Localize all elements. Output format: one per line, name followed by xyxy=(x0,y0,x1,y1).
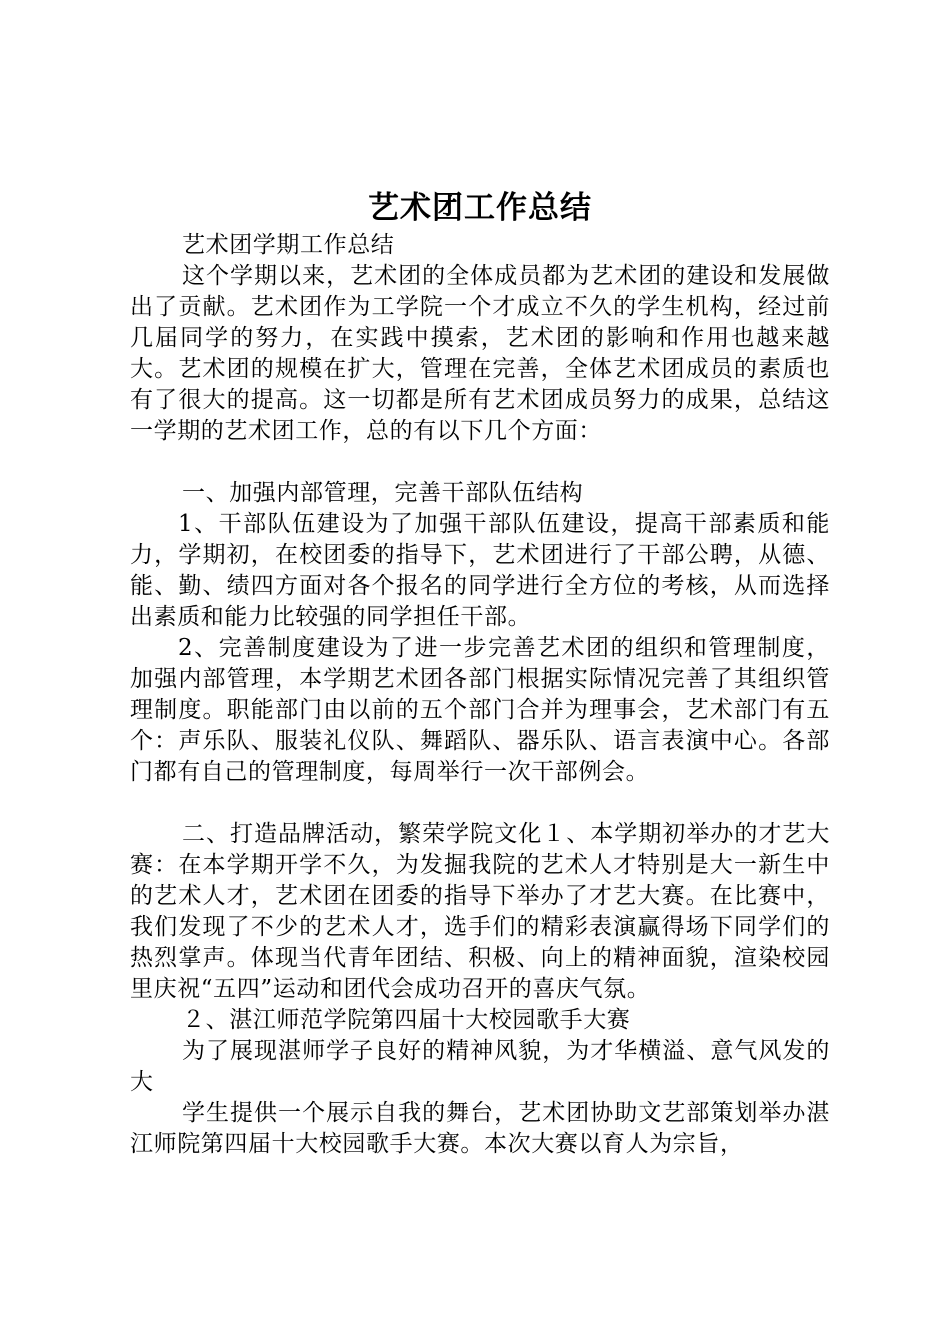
paragraph-gap xyxy=(130,447,830,478)
subsection-heading-singer: ２、湛江师范学院第四届十大校园歌手大赛 xyxy=(182,1007,631,1033)
document-title: 艺术团工作总结 xyxy=(368,190,592,226)
intro-paragraph: 这个学期以来，艺术团的全体成员都为艺术团的建设和发展做出了贡献。艺术团作为工学院一个才成立不久的学生机构，经过前几届同学的努力，在实践中摸索，艺术团的影响和作用也越来越大。艺术团的规模在扩大，管理在完善，全体艺术团成员的素质也有了很大的提高。这一切都是所有艺术团成员努力的成果，总结这一学期的艺术团工作，总的有以下几个方面： xyxy=(130,263,830,444)
body-paragraph-singer-2: 学生提供一个展示自我的舞台，艺术团协助文艺部策划举办湛江师院第四届十大校园歌手大赛。本次大赛以育人为宗旨， xyxy=(130,1100,830,1157)
body-paragraph-cadre: 1、干部队伍建设为了加强干部队伍建设，提高干部素质和能力，学期初，在校团委的指导下，艺术团进行了干部公聘，从德、能、勤、绩四方面对各个报名的同学进行全方位的考核，从而选择出素质和能力比较强的同学担任干部。 xyxy=(130,511,830,630)
section-heading-2-paragraph: 二、打造品牌活动，繁荣学院文化１、本学期初举办的才艺大赛：在本学期开学不久，为发掘我院的艺术人才特别是大一新生中的艺术人才，艺术团在团委的指导下举办了才艺大赛。在比赛中，我们发现了不少的艺术人才，选手们的精彩表演赢得场下同学们的热烈掌声。体现当代青年团结、积极、向上的精神面貌，渲染校园里庆祝“五四”运动和团代会成功召开的喜庆气氛。 xyxy=(130,821,830,1002)
paragraph-gap xyxy=(130,788,830,819)
body-paragraph-system: 2、完善制度建设为了进一步完善艺术团的组织和管理制度，加强内部管理，本学期艺术团各部门根据实际情况完善了其组织管理制度。职能部门由以前的五个部门合并为理事会，艺术部门有五个：声乐队、服装礼仪队、舞蹈队、器乐队、语言表演中心。各部门都有自己的管理制度，每周举行一次干部例会。 xyxy=(130,635,830,785)
document-page xyxy=(130,186,830,1160)
subtitle-paragraph: 艺术团学期工作总结 xyxy=(182,232,395,258)
body-paragraph-singer-1: 为了展现湛师学子良好的精神风貌，为才华横溢、意气风发的大 xyxy=(130,1038,830,1095)
section-heading-1: 一、加强内部管理，完善干部队伍结构 xyxy=(182,480,584,506)
